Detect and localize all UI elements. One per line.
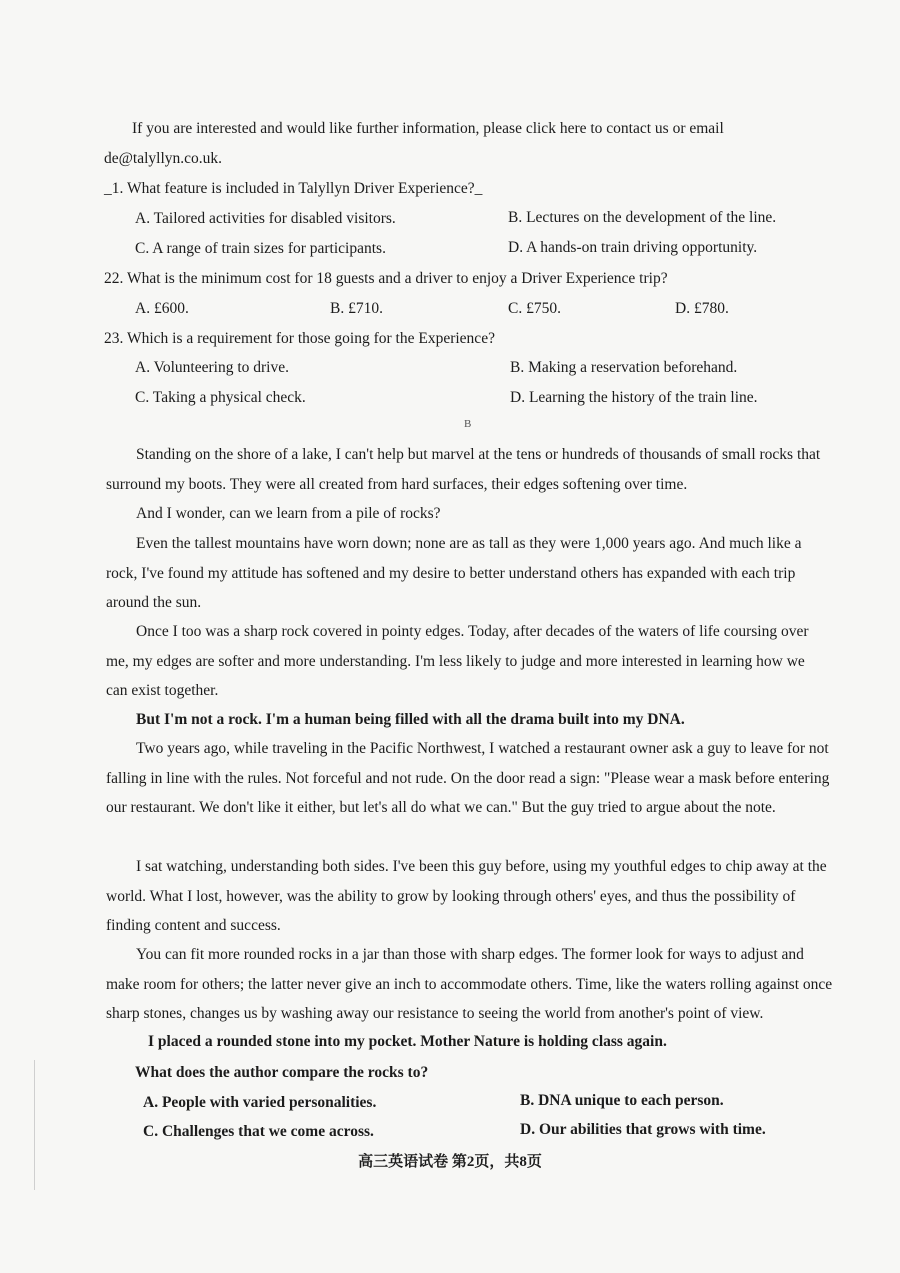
intro-line-2: de@talyllyn.co.uk. <box>104 150 223 167</box>
scan-edge-shadow <box>34 1060 35 1190</box>
question-22-option-c: C. £750. <box>508 300 561 317</box>
question-23-stem: 23. Which is a requirement for those going for the Experience? <box>104 330 495 347</box>
intro-line-1: If you are interested and would like further information, please click here to contact us or email <box>132 120 724 137</box>
passage-paragraph-3: Even the tallest mountains have worn down; none are as tall as they were 1,000 years ago. And much like a rock, I've found my attitude has softened and my desire to better understand others has expanded with each trip around the sun. <box>106 535 802 611</box>
question-21-stem: _1. What feature is included in Talyllyn Driver Experience?_ <box>104 180 483 197</box>
question-24-option-a: A. People with varied personalities. <box>143 1094 377 1111</box>
page-footer: 高三英语试卷 第2页，共8页 <box>358 1154 542 1170</box>
question-23-option-d: D. Learning the history of the train line. <box>510 389 758 406</box>
question-22-option-a: A. £600. <box>135 300 189 317</box>
question-22-stem: 22. What is the minimum cost for 18 guests and a driver to enjoy a Driver Experience trip? <box>104 270 668 287</box>
question-23-option-c: C. Taking a physical check. <box>135 389 306 406</box>
question-21-option-a: A. Tailored activities for disabled visitors. <box>135 210 396 227</box>
question-24-option-c: C. Challenges that we come across. <box>143 1123 374 1140</box>
question-22-option-b: B. £710. <box>330 300 383 317</box>
passage-paragraph-2: And I wonder, can we learn from a pile of rocks? <box>136 505 441 522</box>
passage-paragraph-1: Standing on the shore of a lake, I can't help but marvel at the tens or hundreds of thousands of small rocks that surround my boots. They were all created from hard surfaces, their edges softening over time. <box>106 446 821 493</box>
question-23-option-a: A. Volunteering to drive. <box>135 359 289 376</box>
passage-paragraph-6: Two years ago, while traveling in the Pacific Northwest, I watched a restaurant owner ask a guy to leave for not falling in line with the rules. Not forceful and not rude. On the door read a sign: "Please wear a mask before entering our restaurant. We don't like it either, but let's all do what we can." But the guy tried to argue about the note. <box>106 740 830 816</box>
passage-paragraph-5: But I'm not a rock. I'm a human being filled with all the drama built into my DNA. <box>136 711 685 728</box>
passage-paragraph-8: You can fit more rounded rocks in a jar than those with sharp edges. The former look for ways to adjust and make room for others; the latter never give an inch to accommodate others. Time, like the waters rolling against once sharp stones, changes us by washing away our resistance to seeing the world from another's point of view. <box>106 946 833 1022</box>
passage-paragraph-7: I sat watching, understanding both sides. I've been this guy before, using my youthful edges to chip away at the world. What I lost, however, was the ability to grow by looking through others' eyes, and thus the possibility of finding content and success. <box>106 858 827 934</box>
question-21-option-c: C. A range of train sizes for participants. <box>135 240 386 257</box>
question-23-option-b: B. Making a reservation beforehand. <box>510 359 738 376</box>
passage-paragraph-4: Once I too was a sharp rock covered in pointy edges. Today, after decades of the waters of life coursing over me, my edges are softer and more understanding. I'm less likely to judge and more interested in learning how we can exist together. <box>106 623 809 699</box>
question-24-option-d: D. Our abilities that grows with time. <box>520 1121 766 1138</box>
question-22-option-d: D. £780. <box>675 300 729 317</box>
passage-paragraph-9: I placed a rounded stone into my pocket. Mother Nature is holding class again. <box>148 1033 667 1050</box>
question-24-stem: What does the author compare the rocks to? <box>135 1064 429 1081</box>
question-24-option-b: B. DNA unique to each person. <box>520 1092 724 1109</box>
question-21-option-b: B. Lectures on the development of the line. <box>508 209 777 226</box>
section-marker: B <box>464 418 472 430</box>
question-21-option-d: D. A hands-on train driving opportunity. <box>508 239 758 256</box>
